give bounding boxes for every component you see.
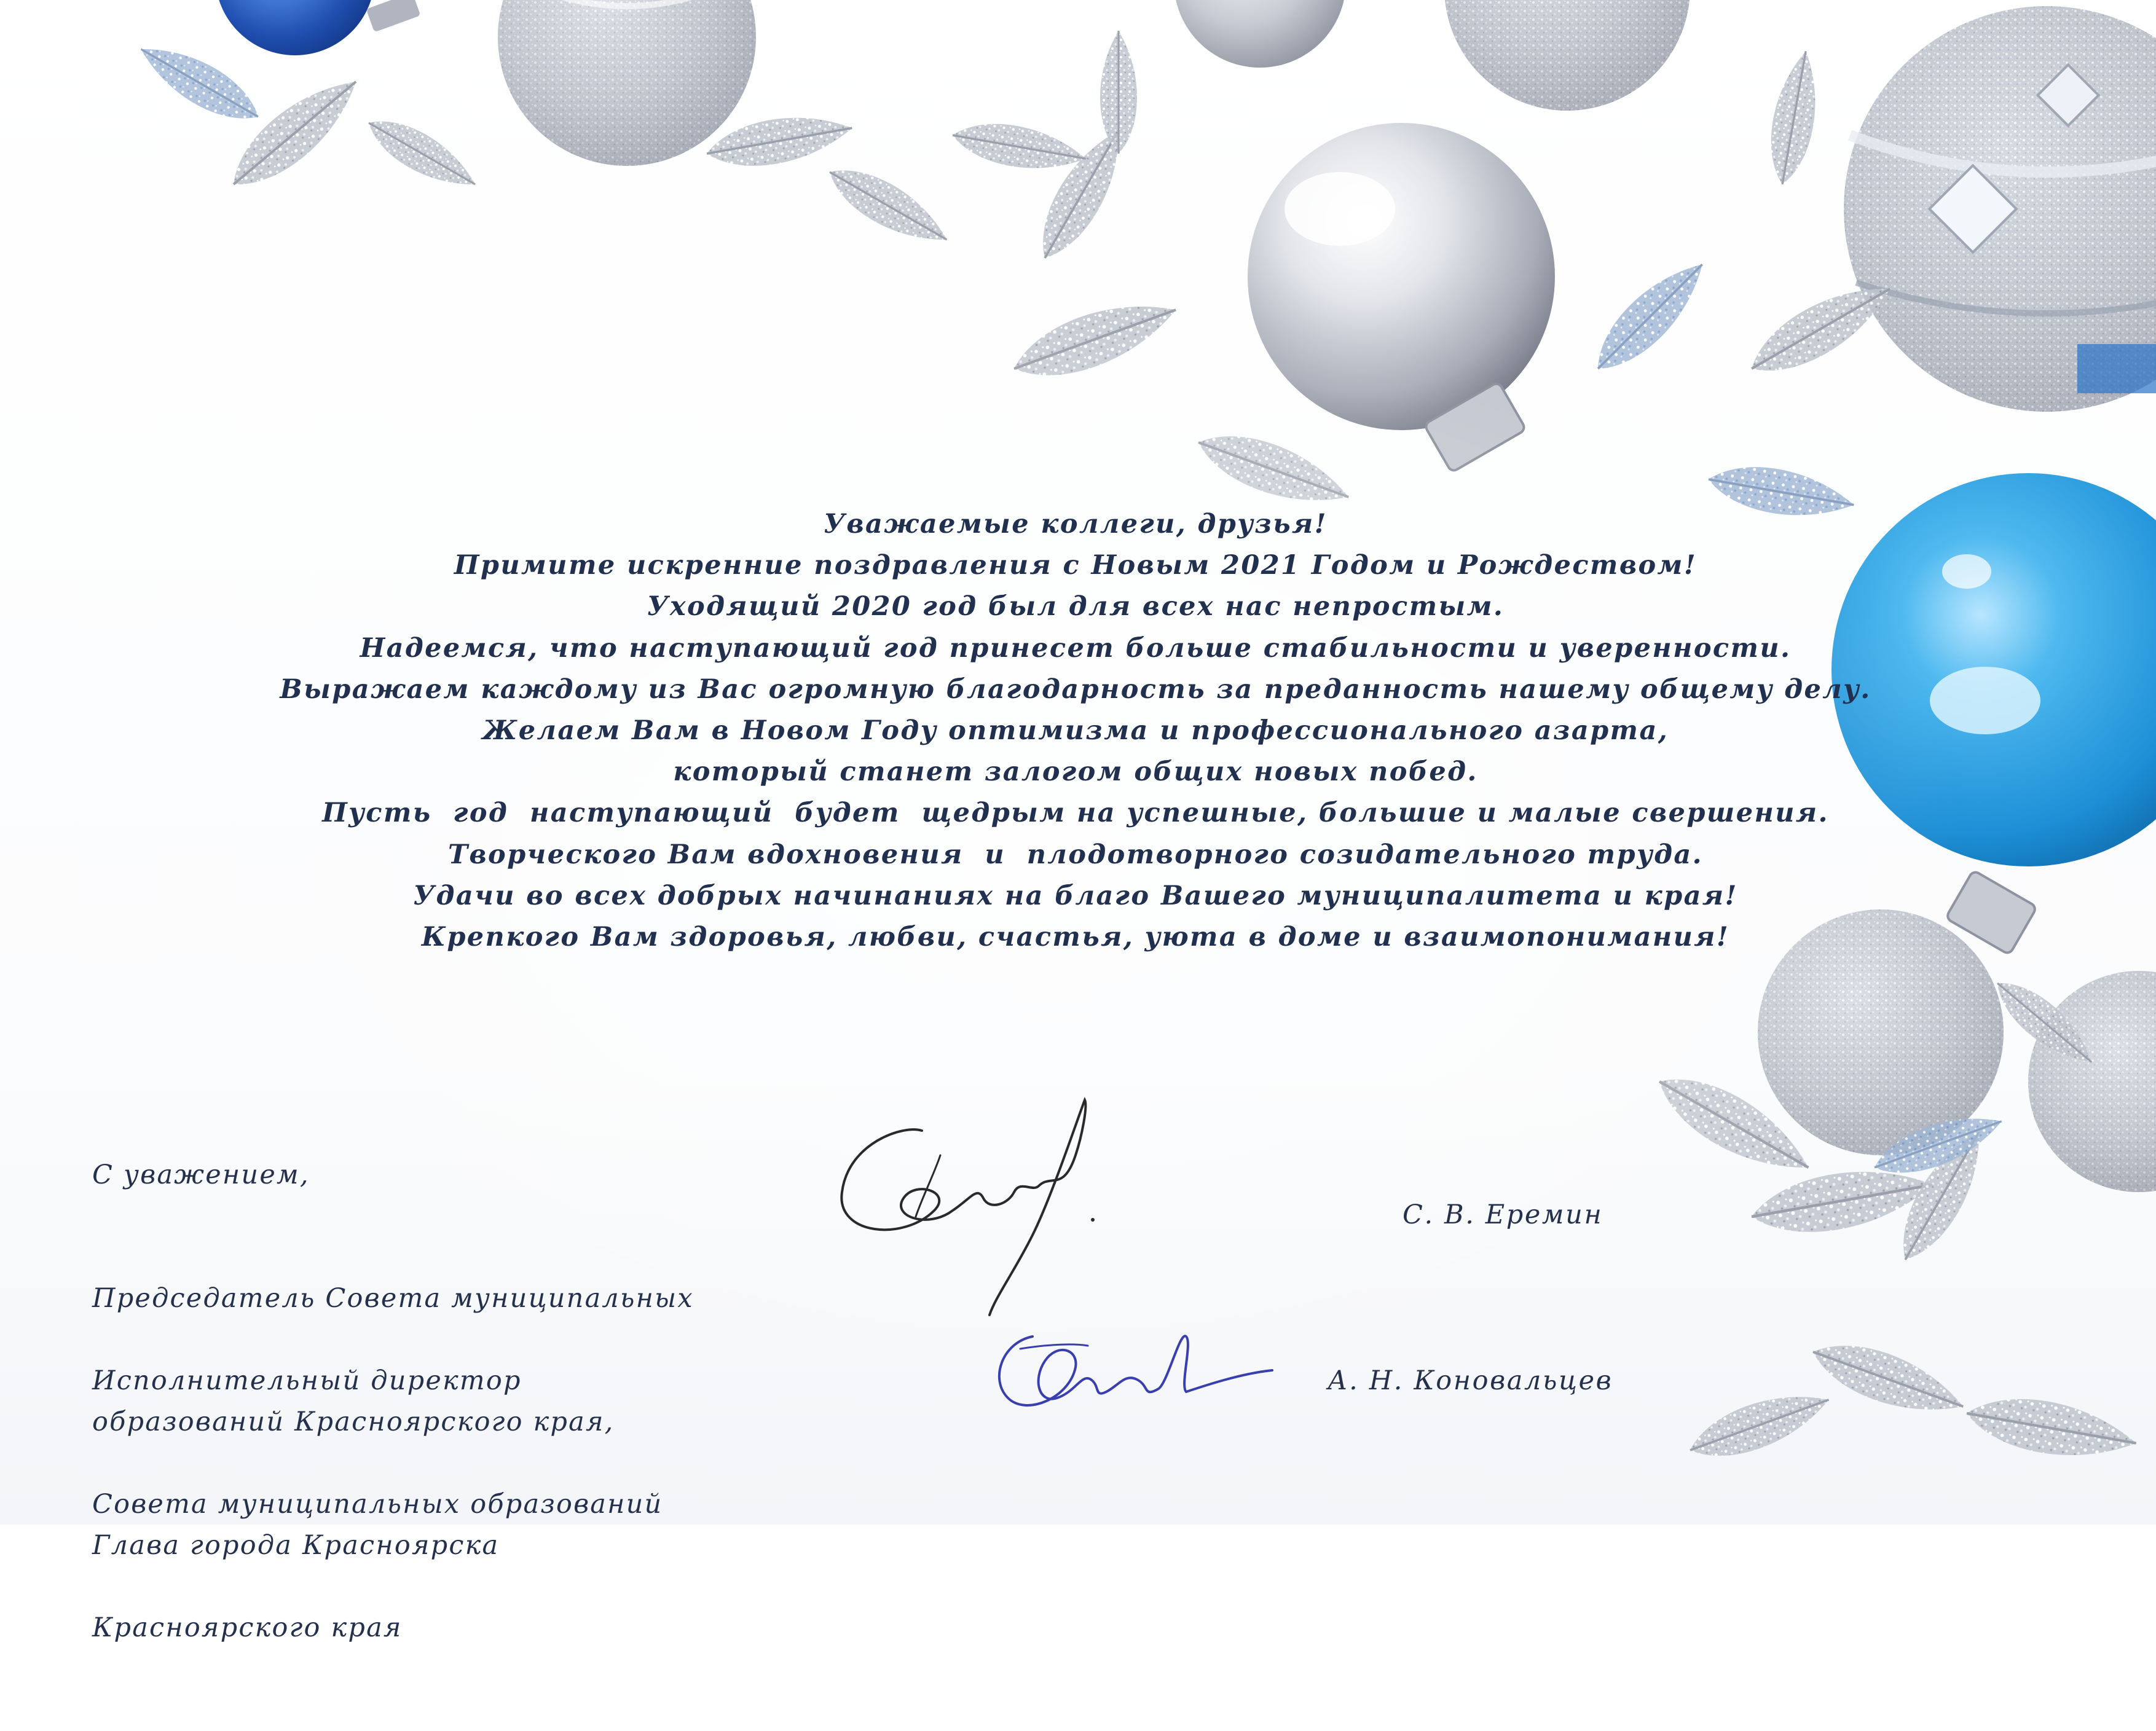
greeting-line: Пусть год наступающий будет щедрым на успешные, большие и малые свершения. [322, 798, 1829, 829]
greeting-text [258, 504, 1893, 958]
chairman-signature [830, 1088, 1100, 1321]
chairman-title-line: Председатель Совета муниципальных [92, 1283, 694, 1314]
greeting-line: Надеемся, что наступающий год принесет больше стабильности и уверенности. [360, 632, 1792, 664]
chairman-name: С. В. Еремин [1403, 1199, 1603, 1230]
greeting-line: Уходящий 2020 год был для всех нас непростым. [647, 591, 1505, 622]
greeting-line: Творческого Вам вдохновения и плодотворного созидательного труда. [447, 839, 1704, 870]
chairman-title-line: Глава города Красноярска [92, 1530, 500, 1561]
top-left-ornaments [131, 0, 957, 257]
greeting-line: Примите искренние поздравления с Новым 2021 Годом и Рождеством! [454, 550, 1698, 581]
director-signature [983, 1312, 1278, 1435]
greeting-line: Выражаем каждому из Вас огромную благодарность за преданность нашему общему делу. [280, 673, 1871, 705]
chairman-title-line: образований Красноярского края, [92, 1407, 615, 1437]
director-title-line: Красноярского края [92, 1612, 403, 1643]
greeting-line: Удачи во всех добрых начинаниях на благо Вашего муниципалитета и края! [413, 880, 1738, 911]
greeting-line: Желаем Вам в Новом Году оптимизма и профессионального азарта, [482, 715, 1669, 747]
top-right-ornaments [1705, 6, 2156, 527]
greeting-line: Уважаемые коллеги, друзья! [824, 509, 1328, 540]
director-title-line: Исполнительный директор [92, 1365, 522, 1396]
director-name: А. Н. Коновальцев [1328, 1365, 1613, 1396]
director-title-block [92, 1278, 663, 1731]
director-title-line: Совета муниципальных образований [92, 1489, 663, 1520]
greeting-line: Крепкого Вам здоровья, любви, счастья, уюта в доме и взаимопонимания! [421, 922, 1730, 953]
greeting-line: который станет залогом общих новых побед. [673, 756, 1478, 788]
regards-text: С уважением, [92, 1160, 310, 1190]
